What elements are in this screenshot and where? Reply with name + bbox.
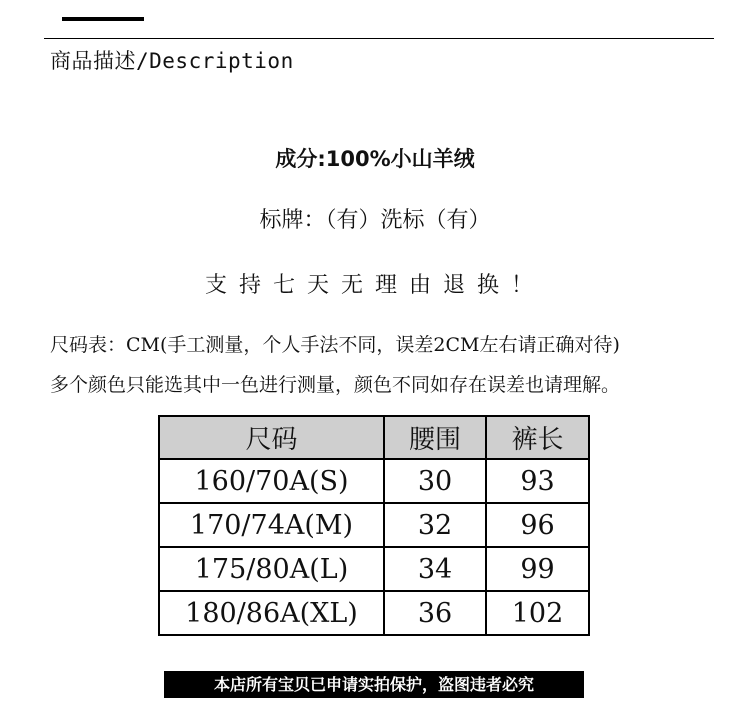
length-cell: 99 — [486, 547, 589, 591]
length-cell: 102 — [486, 591, 589, 635]
copyright-notice: 本店所有宝贝已申请实拍保护，盗图违者必究 — [164, 671, 584, 698]
size-chart-note: 尺码表：CM(手工测量，个人手法不同，误差2CM左右请正确对待) — [50, 334, 620, 356]
header-waist: 腰围 — [384, 416, 486, 459]
header-divider — [44, 38, 714, 39]
table-row — [159, 591, 589, 635]
waist-cell: 36 — [384, 591, 486, 635]
header-accent-bar — [62, 17, 144, 21]
size-table-header-row — [159, 416, 589, 459]
size-table — [158, 415, 590, 636]
waist-cell: 34 — [384, 547, 486, 591]
size-cell: 160/70A(S) — [159, 459, 384, 503]
size-cell: 180/86A(XL) — [159, 591, 384, 635]
size-cell: 175/80A(L) — [159, 547, 384, 591]
section-title: 商品描述/Description — [50, 49, 294, 73]
length-cell: 96 — [486, 503, 589, 547]
return-policy: 支持七天无理由退换！ — [204, 273, 545, 298]
table-row — [159, 459, 589, 503]
table-row — [159, 547, 589, 591]
material-composition: 成分:100%小山羊绒 — [275, 147, 475, 171]
color-note: 多个颜色只能选其中一色进行测量，颜色不同如存在误差也请理解。 — [50, 374, 621, 396]
waist-cell: 32 — [384, 503, 486, 547]
size-cell: 170/74A(M) — [159, 503, 384, 547]
label-info: 标牌：（有）洗标（有） — [259, 208, 491, 233]
table-row — [159, 503, 589, 547]
length-cell: 93 — [486, 459, 589, 503]
header-size: 尺码 — [159, 416, 384, 459]
header-length: 裤长 — [486, 416, 589, 459]
waist-cell: 30 — [384, 459, 486, 503]
